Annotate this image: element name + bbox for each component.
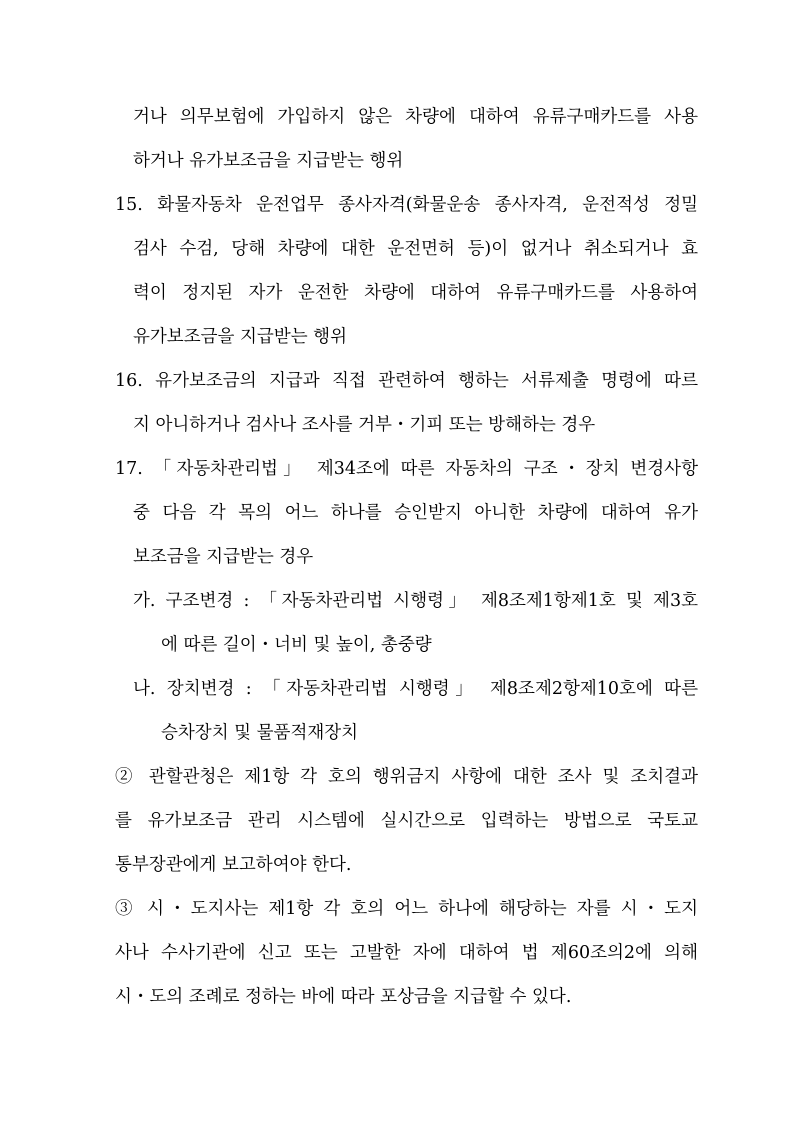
text-line: 력이 정지된 자가 운전한 차량에 대하여 유류구매카드를 사용하여 xyxy=(133,283,698,303)
text-line: 하거나 유가보조금을 지급받는 행위 xyxy=(133,151,404,171)
text-line: 통부장관에게 보고하여야 한다. xyxy=(115,855,352,875)
text-line: 를 유가보조금 관리 시스템에 실시간으로 입력하는 방법으로 국토교 xyxy=(115,811,698,831)
paragraph-2-line: ② 관할관청은 제1항 각 호의 행위금지 사항에 대한 조사 및 조치결과 xyxy=(115,767,698,787)
item-16-line: 16. 유가보조금의 지급과 직접 관련하여 행하는 서류제출 명령에 따르 xyxy=(115,371,698,391)
subitem-ga-line: 가. 구조변경 : 「자동차관리법 시행령」 제8조제1항제1호 및 제3호 xyxy=(133,591,698,611)
text-line: 시・도의 조례로 정하는 바에 따라 포상금을 지급할 수 있다. xyxy=(115,987,572,1007)
text-line: 검사 수검, 당해 차량에 대한 운전면허 등)이 없거나 취소되거나 효 xyxy=(133,239,698,259)
paragraph-3-line: ③ 시・도지사는 제1항 각 호의 어느 하나에 해당하는 자를 시・도지 xyxy=(115,899,698,919)
text-line: 지 아니하거나 검사나 조사를 거부・기피 또는 방해하는 경우 xyxy=(133,415,596,435)
item-17-line: 17. 「자동차관리법」 제34조에 따른 자동차의 구조・장치 변경사항 xyxy=(115,459,698,479)
text-line: 중 다음 각 목의 어느 하나를 승인받지 아니한 차량에 대하여 유가 xyxy=(133,503,698,523)
text-line: 거나 의무보험에 가입하지 않은 차량에 대하여 유류구매카드를 사용 xyxy=(133,107,698,127)
item-15-line: 15. 화물자동차 운전업무 종사자격(화물운송 종사자격, 운전적성 정밀 xyxy=(115,195,698,215)
text-line: 승차장치 및 물품적재장치 xyxy=(161,723,359,743)
text-line: 사나 수사기관에 신고 또는 고발한 자에 대하여 법 제60조의2에 의해 xyxy=(115,943,698,963)
text-line: 유가보조금을 지급받는 행위 xyxy=(133,327,347,347)
text-line: 에 따른 길이・너비 및 높이, 총중량 xyxy=(161,635,432,655)
text-line: 보조금을 지급받는 경우 xyxy=(133,547,314,567)
subitem-na-line: 나. 장치변경 : 「자동차관리법 시행령」 제8조제2항제10호에 따른 xyxy=(133,679,698,699)
